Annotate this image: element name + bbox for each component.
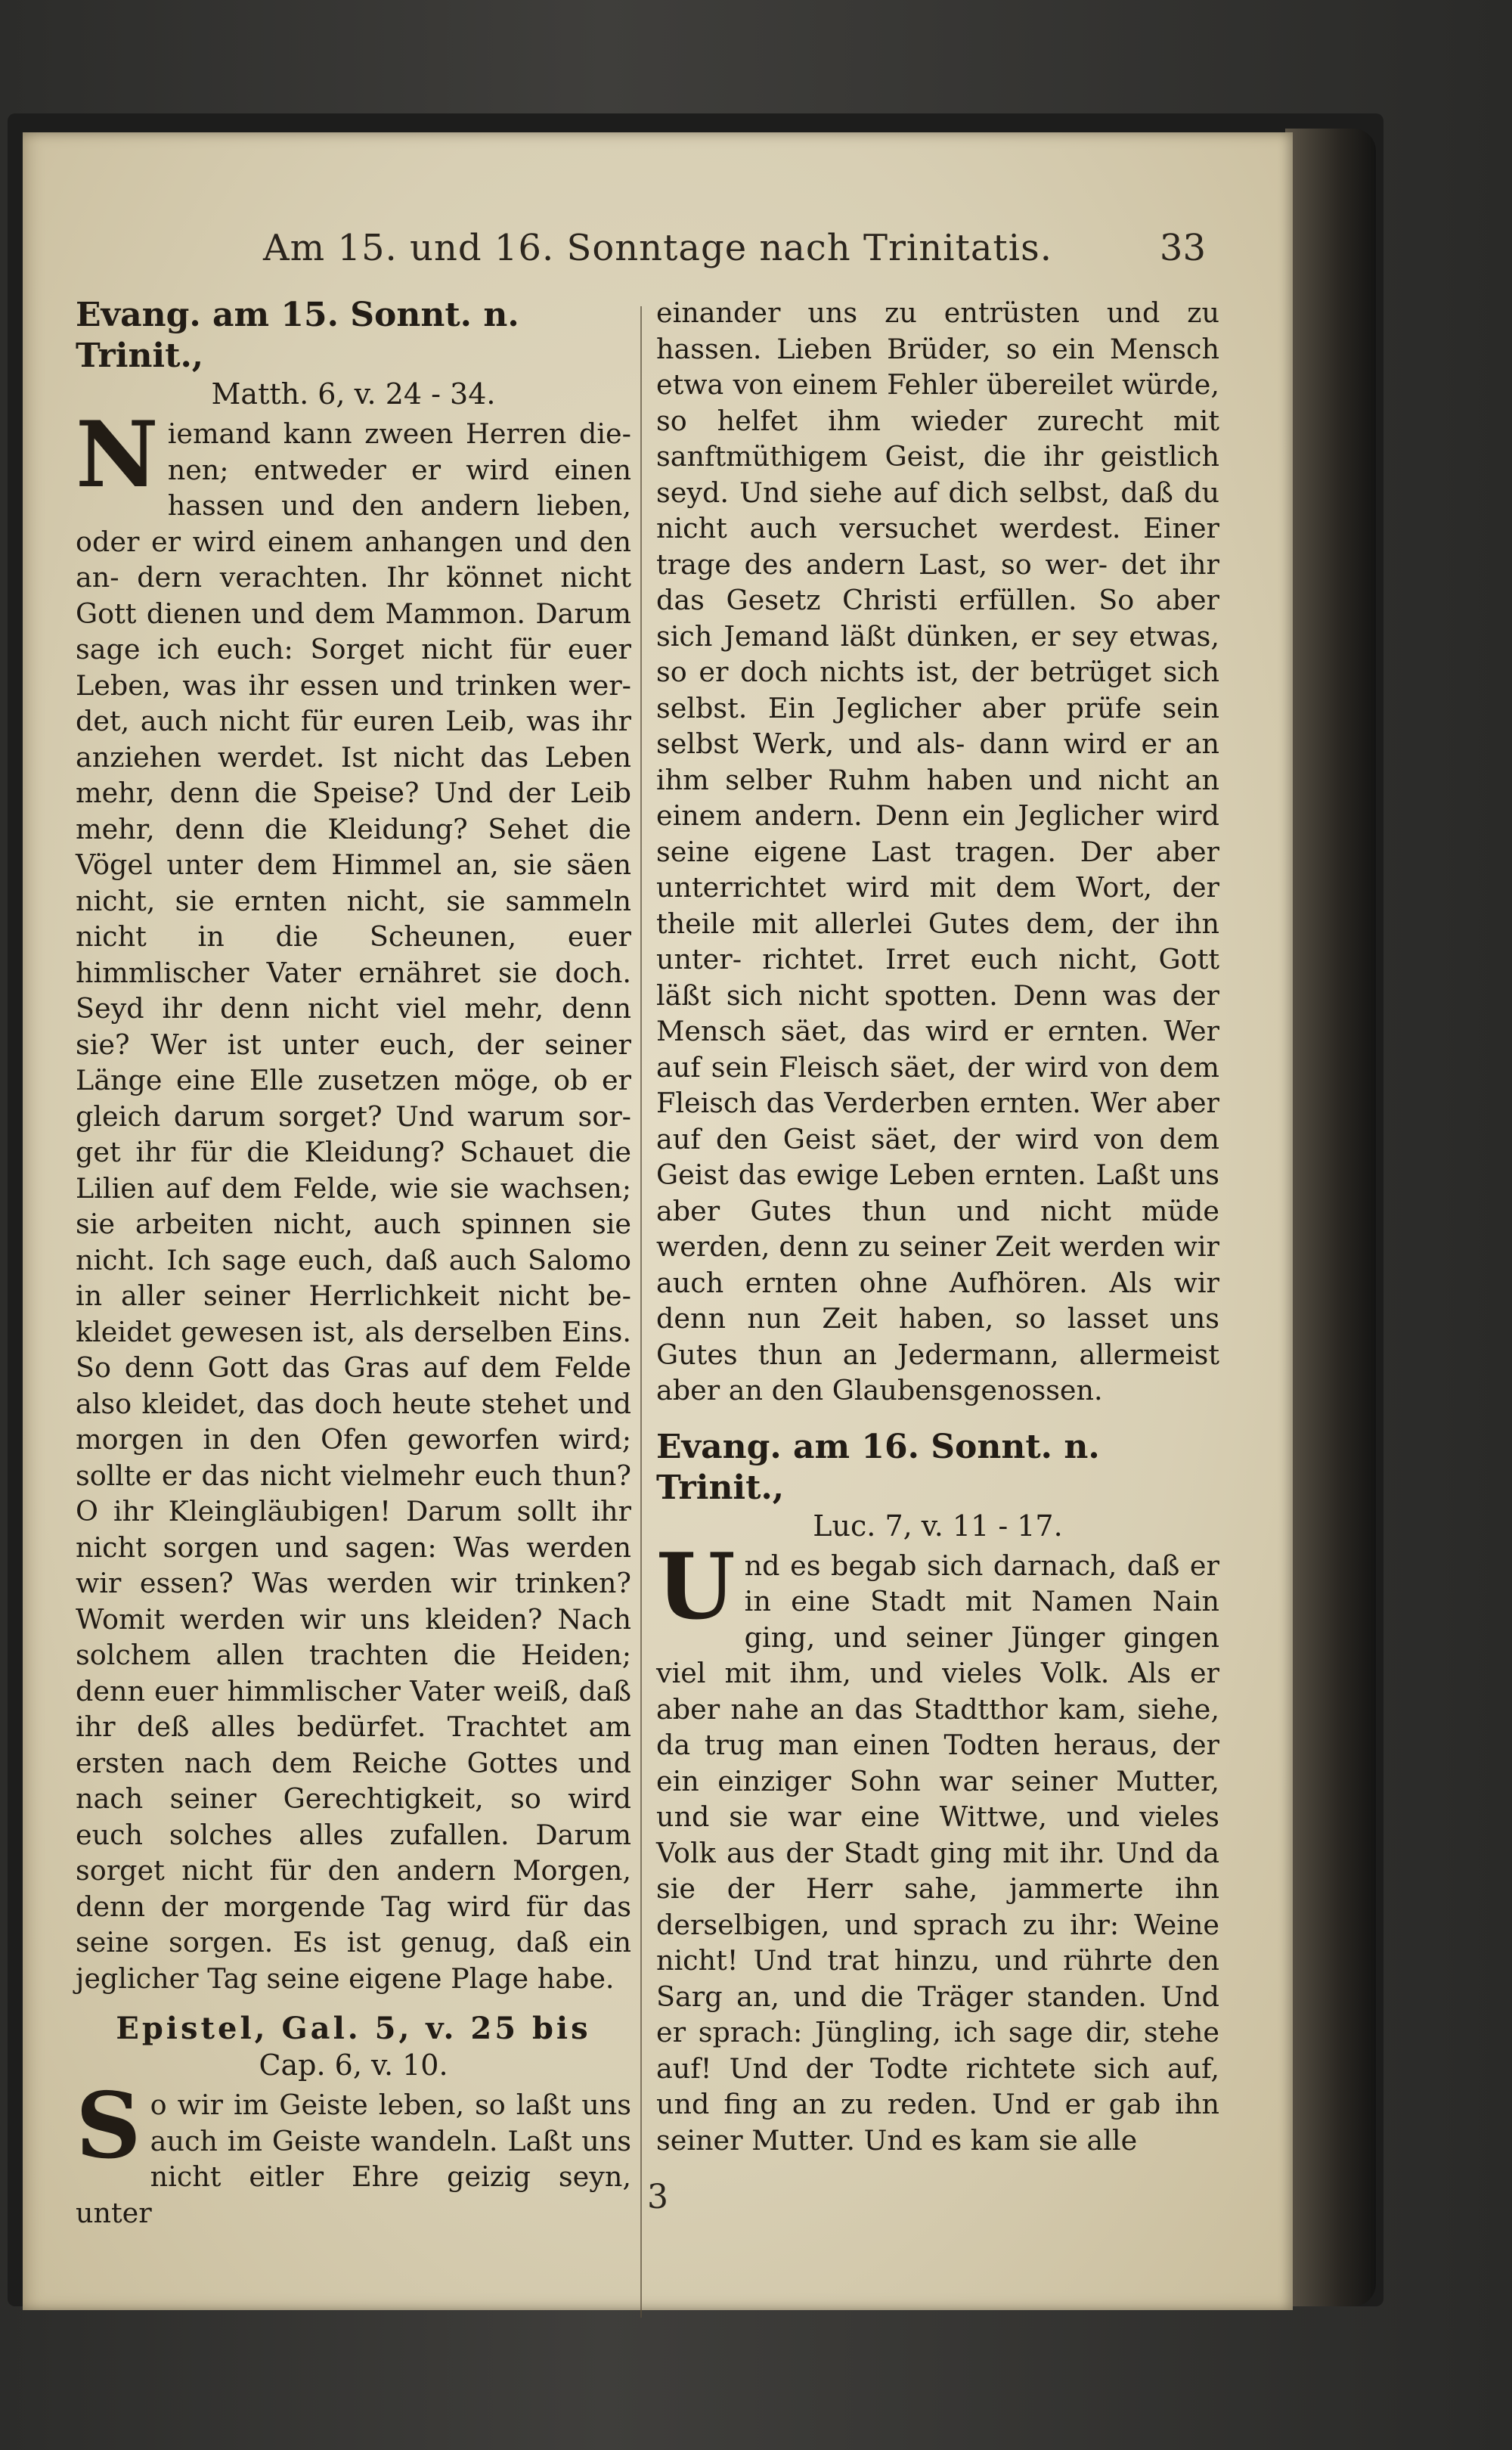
- epistle-initial: S: [76, 2073, 141, 2179]
- book-page: [23, 132, 1293, 2310]
- left-column: [76, 295, 631, 2231]
- gospel-16-body: nd es begab sich darnach, daß er in eine Stadt mit Namen Nain ging, und seiner Jünger gingen viel mit ihm, und vieles Volk. Als er aber nahe an das Stadtthor kam, siehe, da trug man einen Todten heraus, der ein einziger Sohn war seiner Mutter, und sie war eine Wittwe, und vieles Volk aus der Stadt ging mit ihr. Und da sie der Herr sahe, jammerte ihn derselbigen, und sprach zu ihr: Weine nicht! Und trat hinzu, und rührte den Sarg an, und die Träger standen. Und er sprach: Jüngling, ich sage dir, stehe auf! Und der Todte richtete sich auf, und fing an zu reden. Und er gab ihn seiner Mutter. Und es kam sie alle: [656, 1549, 1219, 2157]
- gospel-16-reference: Luc. 7, v. 11 - 17.: [813, 1509, 1063, 1543]
- gospel-15-initial: N: [76, 402, 159, 508]
- page-number: 33: [1159, 227, 1206, 269]
- gospel-16-title: Evang. am 16. Sonnt. n. Trinit.,: [656, 1427, 1100, 1507]
- gospel-15-body: iemand kann zween Herren die- nen; entweder er wird einen hassen und den andern lieben, oder er wird einem anhangen und den an- dern verachten. Ihr könnet nicht Gott dienen und dem Mammon. Darum sage ich euch: Sorget nicht für euer Leben, was ihr essen und trinken wer- det, auch nicht für euren Leib, was ihr anziehen werdet. Ist nicht das Leben mehr, denn die Speise? Und der Leib mehr, denn die Kleidung? Sehet die Vögel unter dem Himmel an, sie säen nicht, sie ernten nicht, sie sammeln nicht in die Scheunen, euer himmlischer Vater ernähret sie doch. Seyd ihr denn nicht viel mehr, denn sie? Wer ist unter euch, der seiner Länge eine Elle zusetzen möge, ob er gleich darum sorget? Und warum sor- get ihr für die Kleidung? Schauet die Lilien auf dem Felde, wie sie wachsen; sie arbeiten nicht, auch spinnen sie nicht. Ich sage euch, daß auch Salomo in aller seiner Herrlichkeit nicht be- kleidet gewesen ist, als derselben Eins. So denn Gott das Gras auf dem Felde also kleidet, das doch heute stehet und morgen in den Ofen geworfen wird; sollte er das nicht vielmehr euch thun? O ihr Kleingläubigen! Darum sollt ihr nicht sorgen und sagen: Was werden wir essen? Was werden wir trinken? Womit werden wir uns kleiden? Nach solchem allen trachten die Heiden; denn euer himmlischer Vater weiß, daß ihr deß alles bedürfet. Trachtet am ersten nach dem Reiche Gottes und nach seiner Gerechtigkeit, so wird euch solches alles zufallen. Darum sorget nicht für den andern Morgen, denn der morgende Tag wird für das seine sorgen. Es ist genug, daß ein jeglicher Tag seine eigene Plage habe.: [76, 417, 631, 1995]
- running-head: Am 15. und 16. Sonntage nach Trinitatis.: [263, 227, 1052, 269]
- gospel-16-text: [656, 1533, 1219, 2159]
- column-rule: [640, 306, 642, 2318]
- epistle-reference: Cap. 6, v. 10.: [259, 2048, 448, 2082]
- epistle-title: Epistel, Gal. 5, v. 25 bis: [116, 2011, 591, 2046]
- gospel-16-initial: U: [656, 1533, 736, 1640]
- epistle-continued: einander uns zu entrüsten und zu hassen. Lieben Brüder, so ein Mensch etwa von einem Fehler übereilet würde, so helfet ihm wieder zurecht mit sanftmüthigem Geist, die ihr geistlich seyd. Und siehe auf dich selbst, daß du nicht auch versuchet werdest. Einer trage des andern Last, so wer- det ihr das Gesetz Christi erfüllen. So aber sich Jemand läßt dünken, er sey etwas, so er doch nichts ist, der betrüget sich selbst. Ein Jeglicher aber prüfe sein selbst Werk, und als- dann wird er an ihm selber Ruhm haben und nicht an einem andern. Denn ein Jeglicher wird seine eigene Last tragen. Der aber unterrichtet wird mit dem Wort, der theile mit allerlei Gutes dem, der ihn unter- richtet. Irret euch nicht, Gott läßt sich nicht spotten. Denn was der Mensch säet, das wird er ernten. Wer auf sein Fleisch säet, der wird von dem Fleisch das Verderben ernten. Wer aber auf den Geist säet, der wird von dem Geist das ewige Leben ernten. Laßt uns aber Gutes thun und nicht müde werden, denn zu seiner Zeit werden wir auch ernten ohne Aufhören. Als wir denn nun Zeit haben, so lasset uns Gutes thun an Jedermann, allermeist aber an den Glaubensgenossen.: [656, 296, 1219, 1406]
- gospel-15-reference: Matth. 6, v. 24 - 34.: [211, 377, 496, 411]
- page-edges: [1285, 129, 1376, 2306]
- gospel-15-title: Evang. am 15. Sonnt. n. Trinit.,: [76, 296, 519, 375]
- right-column: [656, 295, 1219, 2158]
- gospel-15-text: [76, 402, 631, 1996]
- signature-mark: 3: [647, 2178, 668, 2216]
- epistle-body: o wir im Geiste leben, so laßt uns auch im Geiste wandeln. Laßt uns nicht eitler Ehre geizig seyn, unter: [76, 2089, 631, 2229]
- page-content: [23, 132, 1293, 2310]
